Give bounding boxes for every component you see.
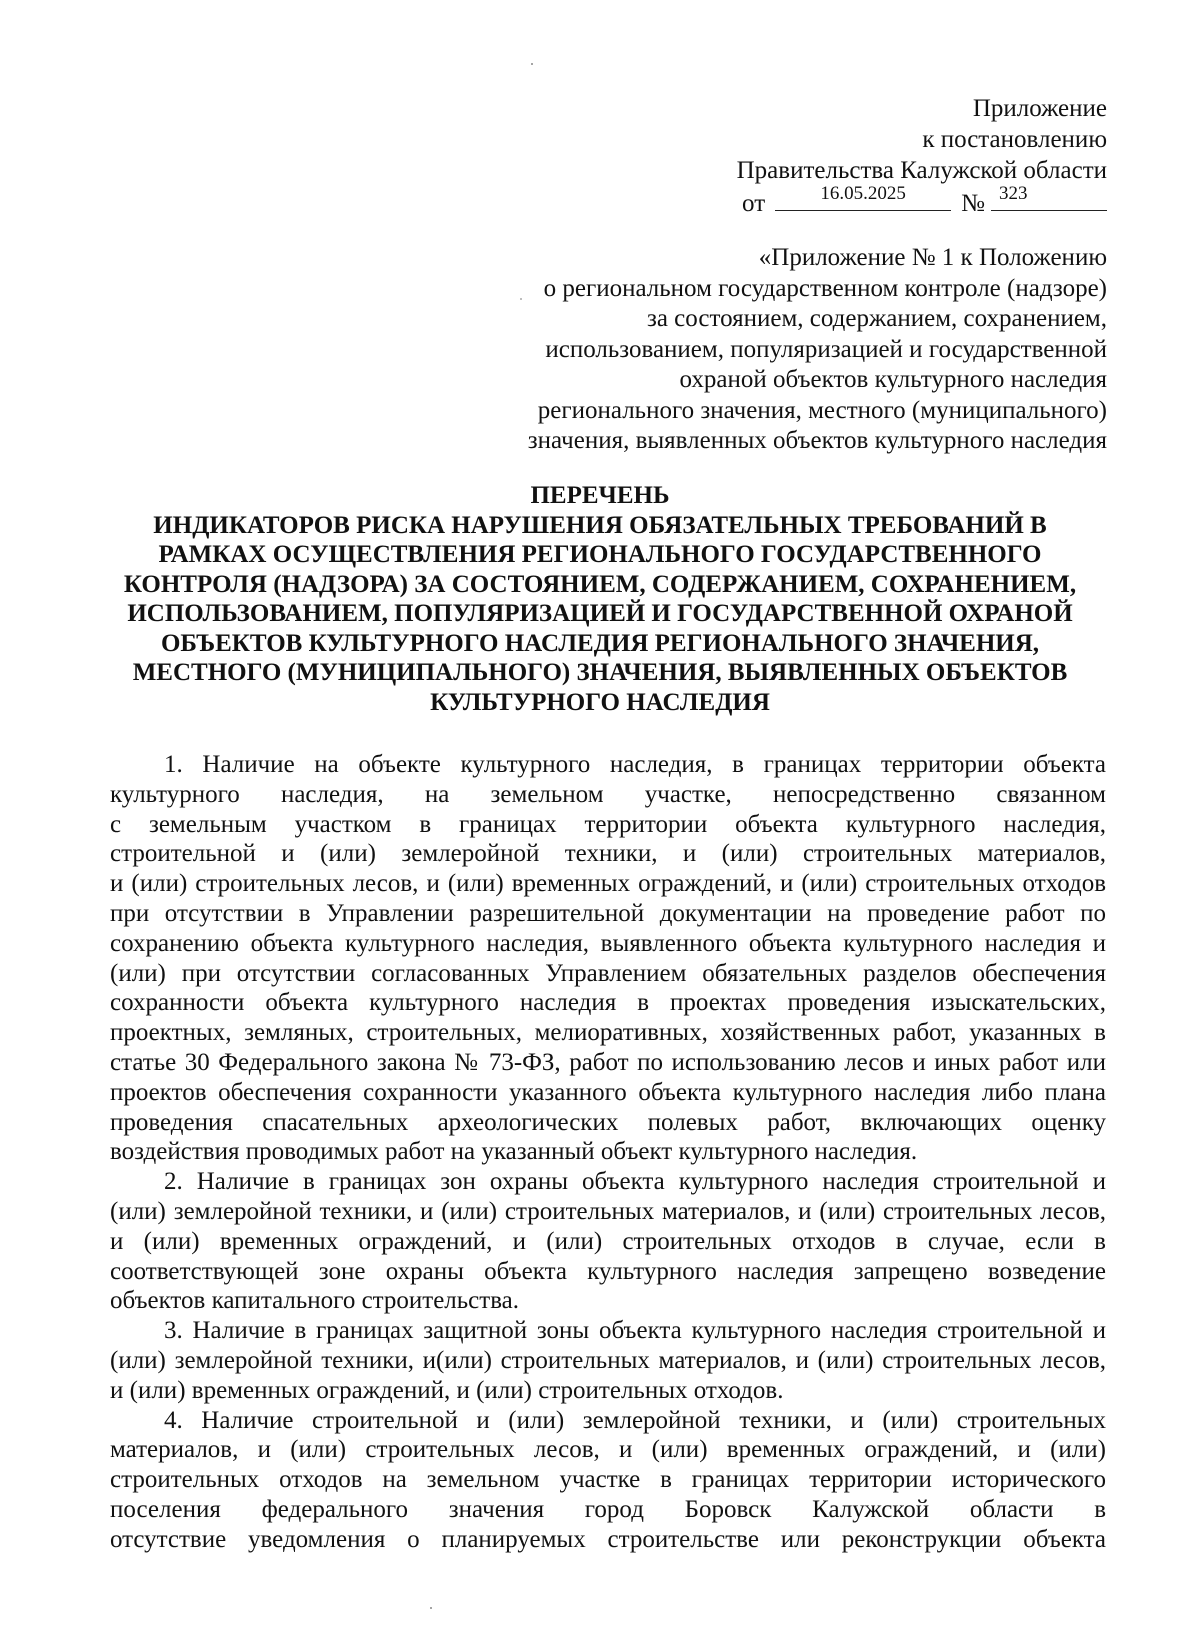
text-line: и (или) временных ограждений, и (или) строительных отходов. [110, 1376, 784, 1404]
paragraph-1 [110, 750, 1106, 1167]
appendix-header [737, 93, 1107, 219]
appendix-label: Приложение [972, 95, 1107, 122]
amended-heading-line: о региональном государственном контроле (надзоре) [543, 274, 1107, 302]
scan-speck [430, 1607, 432, 1609]
title-line: РАМКАХ ОСУЩЕСТВЛЕНИЯ РЕГИОНАЛЬНОГО ГОСУДАРСТВЕННОГО [158, 541, 1042, 568]
text-line: строительных отходов на земельном участке в границах территории исторического [110, 1466, 1106, 1494]
text-line: сохранности объекта культурного наследия в проектах проведения изыскательских, [110, 989, 1106, 1017]
title-line: ИНДИКАТОРОВ РИСКА НАРУШЕНИЯ ОБЯЗАТЕЛЬНЫХ ТРЕБОВАНИЙ В [153, 511, 1047, 539]
amended-heading-line: значения, выявленных объектов культурного наследия [527, 427, 1107, 454]
amended-heading-line: использованием, популяризацией и государственной [545, 335, 1107, 363]
title-line: ОБЪЕКТОВ КУЛЬТУРНОГО НАСЛЕДИЯ РЕГИОНАЛЬНОГО ЗНАЧЕНИЯ, [160, 629, 1040, 657]
text-line: статье 30 Федерального закона № 73-ФЗ, работ по использованию лесов и иных работ или [110, 1048, 1106, 1076]
title-line: КУЛЬТУРНОГО НАСЛЕДИЯ [430, 688, 770, 716]
text-line: соответствующей зоне охраны объекта культурного наследия запрещено возведение [110, 1257, 1106, 1285]
text-line: и (или) строительных лесов, и (или) временных ограждений, и (или) строительных отходов [110, 870, 1106, 898]
paragraph-3 [110, 1316, 1106, 1405]
amended-heading-line: охраной объектов культурного наследия [679, 366, 1107, 393]
amended-heading-line: «Приложение № 1 к Положению [758, 244, 1107, 271]
amended-heading-line: регионального значения, местного (муниципального) [537, 396, 1107, 424]
text-line: 3. Наличие в границах защитной зоны объекта культурного наследия строительной и [164, 1317, 1106, 1345]
date-blank [775, 183, 951, 211]
paragraph-4 [110, 1406, 1106, 1555]
text-line: с земельным участком в границах территории объекта культурного наследия, [110, 810, 1106, 838]
resolution-label: к постановлению [922, 126, 1107, 153]
text-line: при отсутствии в Управлении разрешительной документации на проведение работ по [110, 899, 1106, 927]
government-label: Правительства Калужской области [736, 157, 1107, 184]
text-line: строительной и (или) землеройной техники, и (или) строительных материалов, [110, 840, 1106, 868]
date-number-row [737, 183, 1107, 219]
text-line: воздействия проводимых работ на указанный объект культурного наследия. [110, 1138, 918, 1166]
title-line: ПЕРЕЧЕНЬ [530, 482, 670, 509]
text-line: (или) при отсутствии согласованных Управлением обязательных разделов обеспечения [110, 959, 1106, 987]
number-blank [991, 183, 1107, 211]
from-label: от [742, 190, 766, 217]
text-line: объектов капитального строительства. [110, 1287, 520, 1315]
text-line: и (или) временных ограждений, и (или) строительных отходов в случае, если в [110, 1227, 1106, 1255]
amended-appendix-heading [528, 243, 1107, 457]
paragraph-2 [110, 1167, 1106, 1316]
text-line: 2. Наличие в границах зон охраны объекта культурного наследия строительной и [164, 1168, 1106, 1196]
amended-heading-line: за состоянием, содержанием, сохранением, [646, 305, 1107, 332]
date-value: 16.05.2025 [820, 183, 906, 204]
scan-speck [520, 298, 522, 300]
document-title [100, 481, 1100, 717]
text-line: культурного наследия, на земельном участке, непосредственно связанном [110, 780, 1106, 808]
text-line: 4. Наличие строительной и (или) землеройной техники, и (или) строительных [164, 1406, 1106, 1434]
text-line: проектов обеспечения сохранности указанного объекта культурного наследия либо плана [110, 1078, 1106, 1106]
text-line: сохранению объекта культурного наследия, выявленного объекта культурного наследия и [110, 929, 1106, 957]
number-value: 323 [999, 183, 1028, 204]
title-line: ИСПОЛЬЗОВАНИЕМ, ПОПУЛЯРИЗАЦИЕЙ И ГОСУДАРСТВЕННОЙ ОХРАНОЙ [127, 600, 1073, 627]
number-label: № [961, 190, 985, 217]
title-line: МЕСТНОГО (МУНИЦИПАЛЬНОГО) ЗНАЧЕНИЯ, ВЫЯВЛЕННЫХ ОБЪЕКТОВ [132, 659, 1068, 686]
text-line: (или) землеройной техники, и(или) строительных материалов, и (или) строительных лесов, [110, 1346, 1106, 1374]
text-line: проведения спасательных археологических полевых работ, включающих оценку [110, 1108, 1106, 1136]
scan-speck [531, 63, 533, 65]
text-line: поселения федерального значения город Боровск Калужской области в [110, 1495, 1106, 1523]
text-line: проектных, земляных, строительных, мелиоративных, хозяйственных работ, указанных в [110, 1019, 1106, 1047]
text-line: материалов, и (или) строительных лесов, и (или) временных ограждений, и (или) [110, 1436, 1106, 1464]
text-line: (или) землеройной техники, и (или) строительных материалов, и (или) строительных лесов, [110, 1197, 1106, 1225]
title-line: КОНТРОЛЯ (НАДЗОРА) ЗА СОСТОЯНИЕМ, СОДЕРЖАНИЕМ, СОХРАНЕНИЕМ, [123, 570, 1077, 598]
text-line: отсутствие уведомления о планируемых строительстве или реконструкции объекта [110, 1525, 1106, 1553]
text-line: 1. Наличие на объекте культурного наследия, в границах территории объекта [164, 751, 1106, 778]
document-body [110, 750, 1106, 1555]
